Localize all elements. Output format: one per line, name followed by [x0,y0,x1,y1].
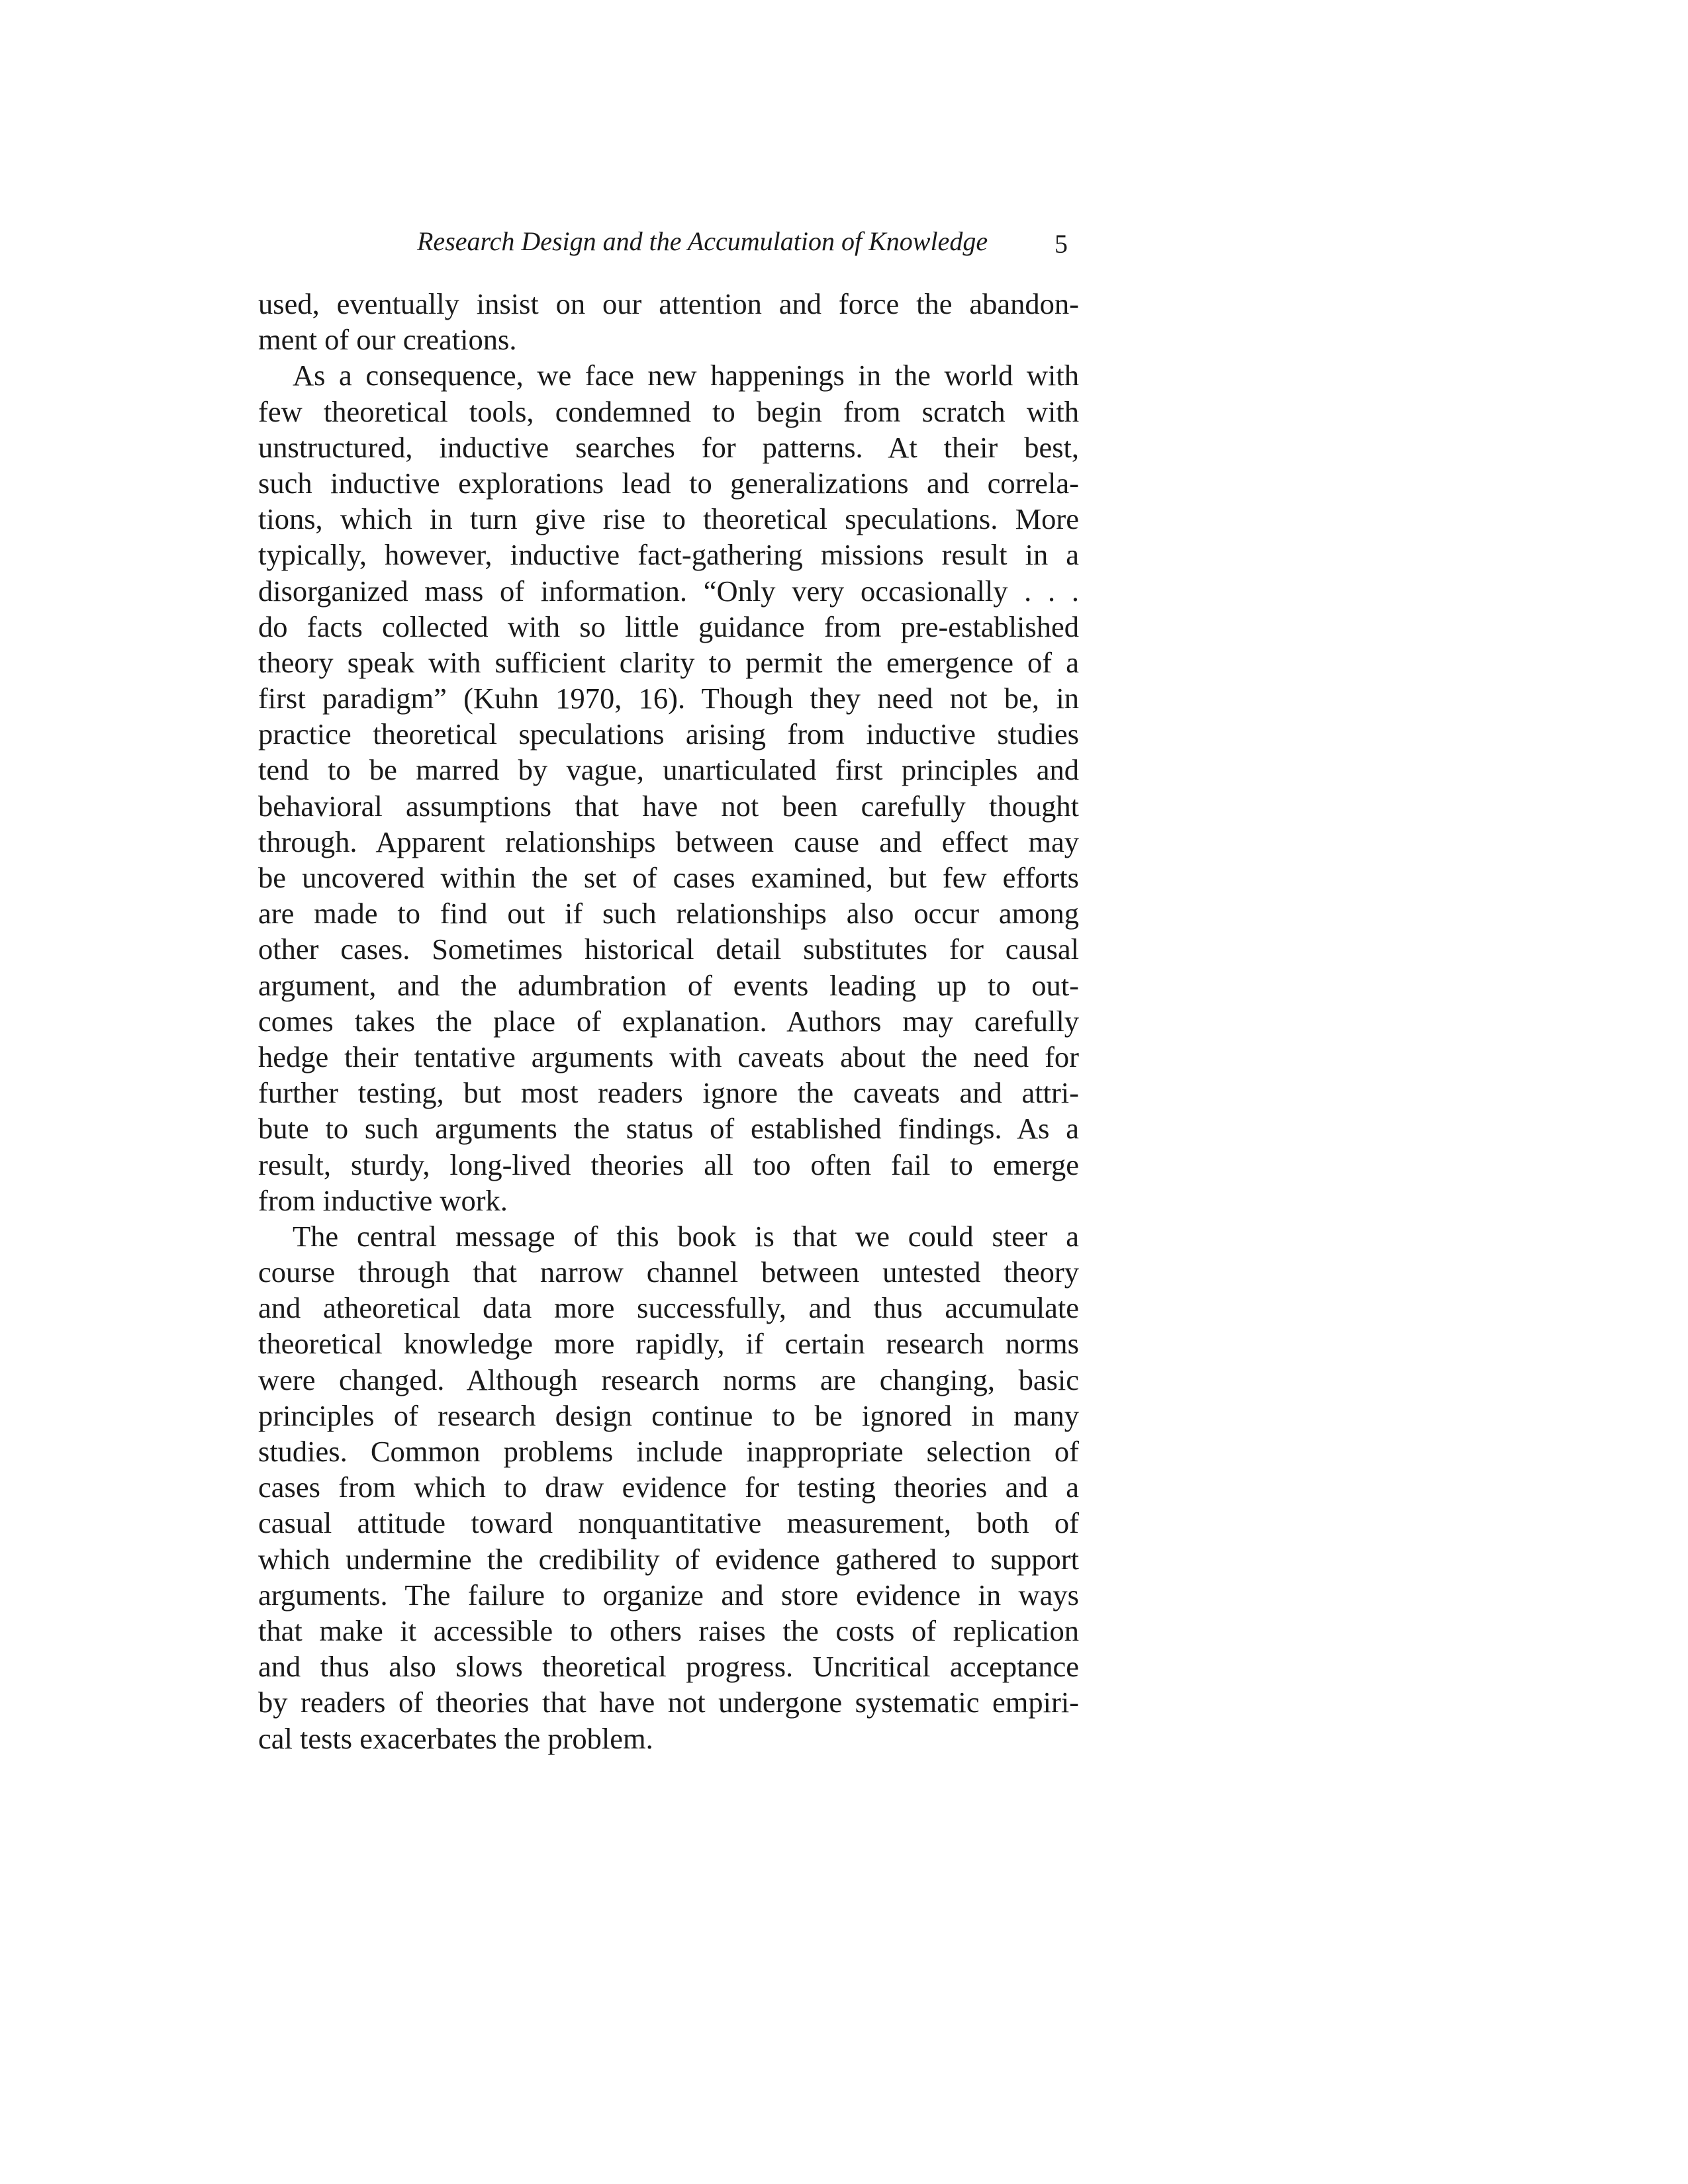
text-line: hedge their tentative arguments with caveats about the need for [258,1040,1079,1073]
text-line: tend to be marred by vague, unarticulated first principles and [258,753,1079,787]
text-line: unstructured, inductive searches for patterns. At their best, [258,430,1079,464]
text-line: first paradigm” (Kuhn 1970, 16). Though they need not be, in [258,682,1079,715]
text-line: were changed. Although research norms are changing, basic [258,1363,1079,1396]
text-line: do facts collected with so little guidance from pre-established [258,610,1079,643]
text-line: result, sturdy, long-lived theories all too often fail to emerge [258,1148,1079,1181]
text-line: ment of our creations. [258,323,517,357]
text-line: theoretical knowledge more rapidly, if certain research norms [258,1327,1079,1361]
text-line: and thus also slows theoretical progress. Uncritical acceptance [258,1650,1079,1684]
text-line: practice theoretical speculations arising from inductive studies [258,717,1079,751]
text-line: casual attitude toward nonquantitative measurement, both of [258,1506,1079,1540]
text-line: used, eventually insist on our attention and force the abandon- [258,287,1079,320]
text-line: which undermine the credibility of evidence gathered to support [258,1542,1079,1576]
text-line: disorganized mass of information. “Only very occasionally . . . [258,574,1079,608]
text-line: through. Apparent relationships between cause and effect may [258,825,1079,858]
text-line: be uncovered within the set of cases examined, but few efforts [258,861,1079,894]
text-line: course through that narrow channel between untested theory [258,1255,1079,1289]
text-line: that make it accessible to others raises the costs of replication [258,1614,1079,1647]
text-line: theory speak with sufficient clarity to permit the emergence of a [258,645,1079,679]
running-head-title: Research Design and the Accumulation of Knowledge [417,226,988,256]
text-line: further testing, but most readers ignore the caveats and attri- [258,1076,1079,1110]
text-line: by readers of theories that have not undergone systematic empiri- [258,1686,1079,1719]
text-line: The central message of this book is that we could steer a [293,1219,1079,1253]
text-line: are made to find out if such relationships also occur among [258,897,1079,931]
text-line: few theoretical tools, condemned to begin from scratch with [258,394,1079,428]
text-line: such inductive explorations lead to generalizations and correla- [258,466,1079,500]
text-line: tions, which in turn give rise to theoretical speculations. More [258,502,1079,536]
paragraph [258,1218,1079,1756]
text-line: other cases. Sometimes historical detail substitutes for causal [258,933,1079,966]
text-line: typically, however, inductive fact-gathering missions result in a [258,538,1079,572]
text-line: from inductive work. [258,1183,508,1217]
running-head [258,222,1079,261]
text-line: behavioral assumptions that have not been carefully thought [258,789,1079,823]
body-text [258,286,1079,1756]
text-line: cases from which to draw evidence for testing theories and a [258,1471,1079,1504]
text-line: cal tests exacerbates the problem. [258,1721,653,1755]
paragraph [258,286,1079,357]
text-line: comes takes the place of explanation. Authors may carefully [258,1004,1079,1038]
page-number: 5 [1055,229,1068,259]
text-line: principles of research design continue to be ignored in many [258,1398,1079,1432]
paragraph [258,357,1079,1218]
text-line: bute to such arguments the status of established findings. As a [258,1112,1079,1146]
text-line: and atheoretical data more successfully, and thus accumulate [258,1291,1079,1325]
text-line: As a consequence, we face new happenings in the world with [293,359,1079,392]
text-line: arguments. The failure to organize and store evidence in ways [258,1578,1079,1612]
text-line: studies. Common problems include inappropriate selection of [258,1435,1079,1468]
text-line: argument, and the adumbration of events leading up to out- [258,968,1079,1002]
